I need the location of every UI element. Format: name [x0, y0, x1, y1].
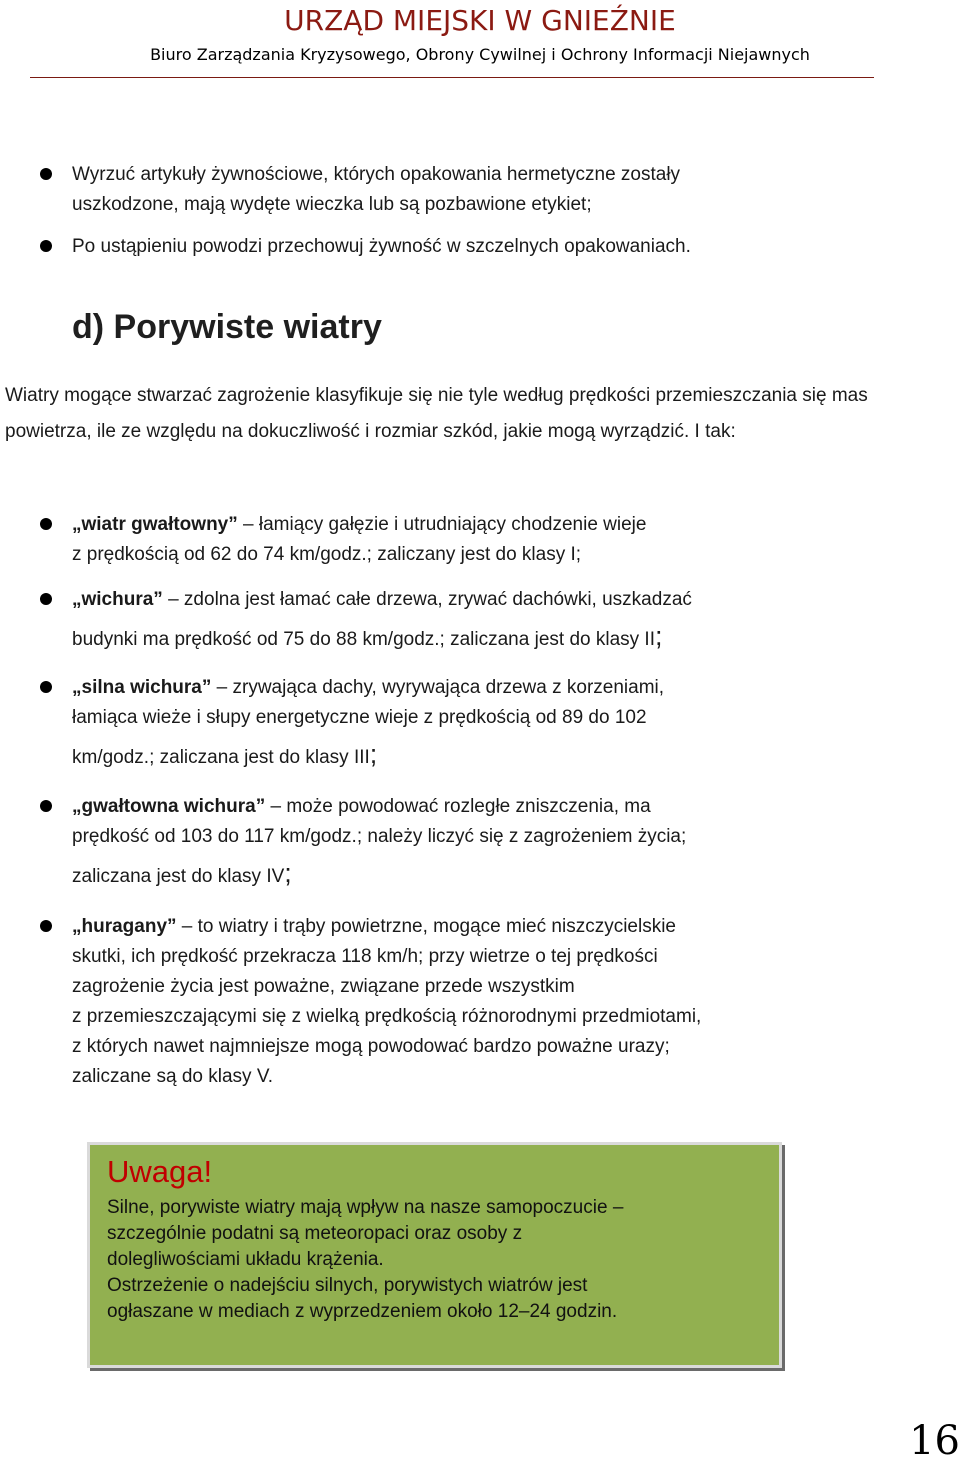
page-number: 16	[909, 1418, 960, 1464]
list-item-line: skutki, ich prędkość przekracza 118 km/h; przy wietrze o tej prędkości	[72, 946, 658, 967]
bullet-icon	[40, 681, 52, 693]
callout-title: Uwaga!	[107, 1154, 213, 1189]
list-item-line: z prędkością od 62 do 74 km/godz.; zaliczany jest do klasy I;	[72, 544, 582, 565]
bullet-icon	[40, 800, 52, 812]
list-item	[72, 792, 872, 892]
wind-term: „wiatr gwałtowny”	[72, 514, 238, 535]
list-item-line: zaliczane są do klasy V.	[72, 1066, 274, 1087]
list-item-line: Wyrzuć artykuły żywnościowe, których opakowania hermetyczne zostały	[72, 164, 681, 185]
callout-line: Ostrzeżenie o nadejściu silnych, porywistych wiatrów jest	[107, 1275, 588, 1296]
header-divider	[30, 77, 874, 78]
bullet-icon	[40, 920, 52, 932]
list-item	[72, 585, 872, 655]
list-item	[72, 912, 872, 1092]
list-item-text: – to wiatry i trąby powietrzne, mogące mieć niszczycielskie	[176, 916, 676, 937]
bullet-icon	[40, 240, 52, 252]
callout-line: ogłaszane w mediach z wyprzedzeniem około 12–24 godzin.	[107, 1301, 618, 1322]
wind-term: „wichura”	[72, 589, 163, 610]
list-item-line: zaliczana jest do klasy IV	[72, 866, 285, 887]
list-item-text: – łamiący gałęzie i utrudniający chodzenie wieje	[237, 514, 647, 535]
wind-term: „silna wichura”	[72, 677, 212, 698]
list-item-line: Po ustąpieniu powodzi przechowuj żywność w szczelnych opakowaniach.	[72, 236, 691, 257]
list-item-line: łamiąca wieże i słupy energetyczne wieje z prędkością od 89 do 102	[72, 707, 647, 728]
list-item-line: prędkość od 103 do 117 km/godz.; należy liczyć się z zagrożeniem życia;	[72, 826, 687, 847]
warning-callout	[87, 1142, 782, 1368]
list-item-text: – zrywająca dachy, wyrywająca drzewa z korzeniami,	[211, 677, 665, 698]
section-heading: d) Porywiste wiatry	[72, 308, 382, 346]
bullet-icon	[40, 593, 52, 605]
callout-line: Silne, porywiste wiatry mają wpływ na nasze samopoczucie –	[107, 1197, 624, 1218]
wind-term: „huragany”	[72, 916, 177, 937]
list-item-text: – może powodować rozległe zniszczenia, ma	[265, 796, 651, 817]
list-item-line: budynki ma prędkość od 75 do 88 km/godz.; zaliczana jest do klasy II	[72, 629, 655, 650]
list-item-punctuation: ;	[369, 739, 378, 769]
list-item-text: – zdolna jest łamać całe drzewa, zrywać dachówki, uszkadzać	[162, 589, 692, 610]
list-item-punctuation: ;	[284, 858, 292, 888]
list-item-line: uszkodzone, mają wydęte wieczka lub są pozbawione etykiet;	[72, 194, 592, 215]
header-title: URZĄD MIEJSKI W GNIEŹNIE	[284, 4, 676, 37]
callout-line: szczególnie podatni są meteoropaci oraz osoby z	[107, 1223, 523, 1244]
list-item-line: zagrożenie życia jest poważne, związane przede wszystkim	[72, 976, 575, 997]
header-subtitle: Biuro Zarządzania Kryzysowego, Obrony Cywilnej i Ochrony Informacji Niejawnych	[150, 45, 810, 64]
list-item	[72, 510, 872, 570]
bullet-icon	[40, 168, 52, 180]
callout-line: dolegliwościami układu krążenia.	[107, 1249, 384, 1270]
list-item-line: z których nawet najmniejsze mogą powodować bardzo poważne urazy;	[72, 1036, 670, 1057]
list-item-line: km/godz.; zaliczana jest do klasy III	[72, 747, 370, 768]
list-item	[72, 160, 872, 220]
wind-term: „gwałtowna wichura”	[72, 796, 266, 817]
bullet-icon	[40, 518, 52, 530]
callout-text	[107, 1195, 767, 1325]
list-item	[72, 232, 872, 262]
list-item-line: z przemieszczającymi się z wielką prędkością różnorodnymi przedmiotami,	[72, 1006, 702, 1027]
list-item	[72, 673, 872, 773]
list-item-punctuation: ;	[654, 621, 663, 651]
section-intro: Wiatry mogące stwarzać zagrożenie klasyfikuje się nie tyle według prędkości przemieszczania się mas powietrza, ile ze względu na dokuczliwość i rozmiar szkód, jakie mogą wyrządzić. I tak:	[5, 385, 868, 442]
